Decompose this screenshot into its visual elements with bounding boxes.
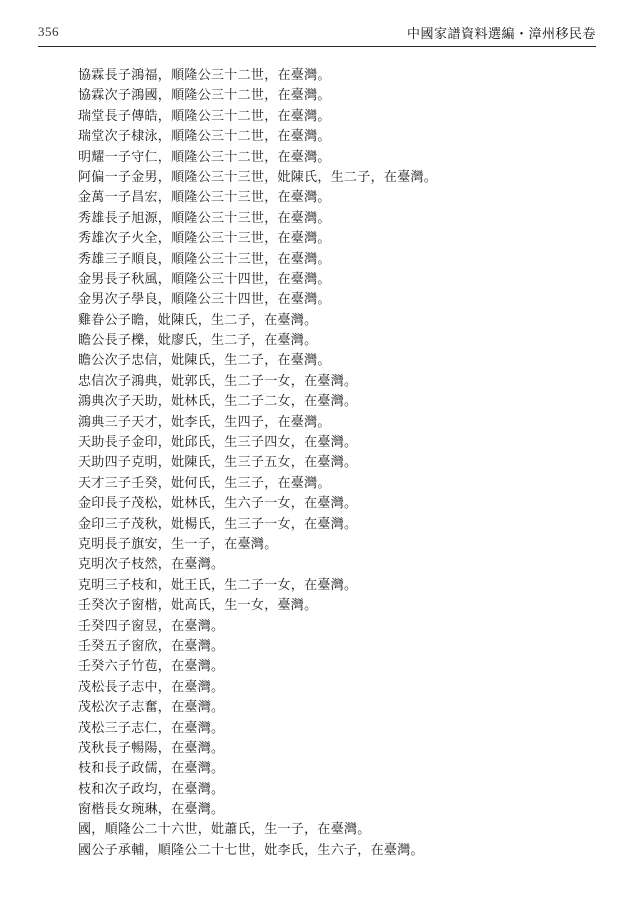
- genealogy-entry: 壬癸次子窗楷，妣高氏，生一女，臺灣。: [78, 598, 318, 614]
- genealogy-entry: 鴻典三子天才，妣李氏，生四子，在臺灣。: [78, 414, 331, 430]
- genealogy-entry: 秀雄三子順良，順隆公三十三世，在臺灣。: [78, 251, 331, 267]
- genealogy-entry: 枝和次子政均，在臺灣。: [78, 781, 225, 797]
- genealogy-entry: 克明次子枝然，在臺灣。: [78, 557, 225, 573]
- running-title: 中國家譜資料選編・漳州移民卷: [406, 27, 596, 42]
- genealogy-entry: 金印三子茂秋，妣楊氏，生三子一女，在臺灣。: [78, 516, 358, 532]
- genealogy-entry: 秀雄長子旭源，順隆公三十三世，在臺灣。: [78, 210, 331, 226]
- genealogy-entry: 茂秋長子暢陽，在臺灣。: [78, 740, 225, 756]
- genealogy-entry: 金萬一子昌宏，順隆公三十三世，在臺灣。: [78, 190, 331, 206]
- page-number: 356: [38, 24, 59, 39]
- genealogy-entry-list: [78, 66, 578, 861]
- genealogy-entry: 窗楷長女琬琳，在臺灣。: [78, 802, 225, 818]
- page-header: [38, 20, 596, 47]
- genealogy-entry: 明耀一子守仁，順隆公三十二世，在臺灣。: [78, 149, 331, 165]
- genealogy-entry: 金印長子茂松，妣林氏，生六子一女，在臺灣。: [78, 496, 358, 512]
- genealogy-entry: 克明長子旗安，生一子，在臺灣。: [78, 536, 278, 552]
- genealogy-entry: 克明三子枝和，妣王氏，生二子一女，在臺灣。: [78, 577, 358, 593]
- genealogy-entry: 壬癸四子窗昱，在臺灣。: [78, 618, 225, 634]
- genealogy-entry: 金男次子學良，順隆公三十四世，在臺灣。: [78, 292, 331, 308]
- genealogy-entry: 茂松次子志奮，在臺灣。: [78, 700, 225, 716]
- genealogy-entry: 鴻典次子天助，妣林氏，生二子二女，在臺灣。: [78, 394, 358, 410]
- genealogy-entry: 壬癸五子窗欣，在臺灣。: [78, 638, 225, 654]
- genealogy-entry: 枝和長子政儒，在臺灣。: [78, 761, 225, 777]
- genealogy-entry: 天才三子壬癸，妣何氏，生三子，在臺灣。: [78, 475, 331, 491]
- genealogy-entry: 瑞堂次子棣泳，順隆公三十二世，在臺灣。: [78, 129, 331, 145]
- genealogy-entry: 雞眷公子瞻，妣陳氏，生二子，在臺灣。: [78, 312, 318, 328]
- genealogy-entry: 天助長子金印，妣邱氏，生三子四女，在臺灣。: [78, 435, 358, 451]
- genealogy-entry: 金男長子秋風，順隆公三十四世，在臺灣。: [78, 271, 331, 287]
- genealogy-entry: 天助四子克明，妣陳氏，生三子五女，在臺灣。: [78, 455, 358, 471]
- genealogy-entry: 瞻公長子櫟，妣廖氏，生二子，在臺灣。: [78, 333, 318, 349]
- genealogy-entry: 瑞堂長子傳皓，順隆公三十二世，在臺灣。: [78, 108, 331, 124]
- genealogy-entry: 國公子承輔，順隆公二十七世，妣李氏，生六子，在臺灣。: [78, 842, 424, 858]
- genealogy-entry: 瞻公次子忠信，妣陳氏，生二子，在臺灣。: [78, 353, 331, 369]
- genealogy-entry: 協霖次子鴻國，順隆公三十二世，在臺灣。: [78, 88, 331, 104]
- genealogy-entry: 協霖長子鴻福，順隆公三十二世，在臺灣。: [78, 68, 331, 83]
- genealogy-entry: 國，順隆公二十六世，妣蕭氏，生一子，在臺灣。: [78, 822, 371, 838]
- genealogy-entry: 茂松長子志中，在臺灣。: [78, 679, 225, 695]
- genealogy-entry: 阿偏一子金男，順隆公三十三世，妣陳氏，生二子，在臺灣。: [78, 169, 438, 185]
- genealogy-entry: 茂松三子志仁，在臺灣。: [78, 720, 225, 736]
- genealogy-entry: 秀雄次子火全，順隆公三十三世，在臺灣。: [78, 231, 331, 247]
- genealogy-entry: 壬癸六子竹苞，在臺灣。: [78, 659, 225, 675]
- genealogy-entry: 忠信次子鴻典，妣郭氏，生二子一女，在臺灣。: [78, 373, 358, 389]
